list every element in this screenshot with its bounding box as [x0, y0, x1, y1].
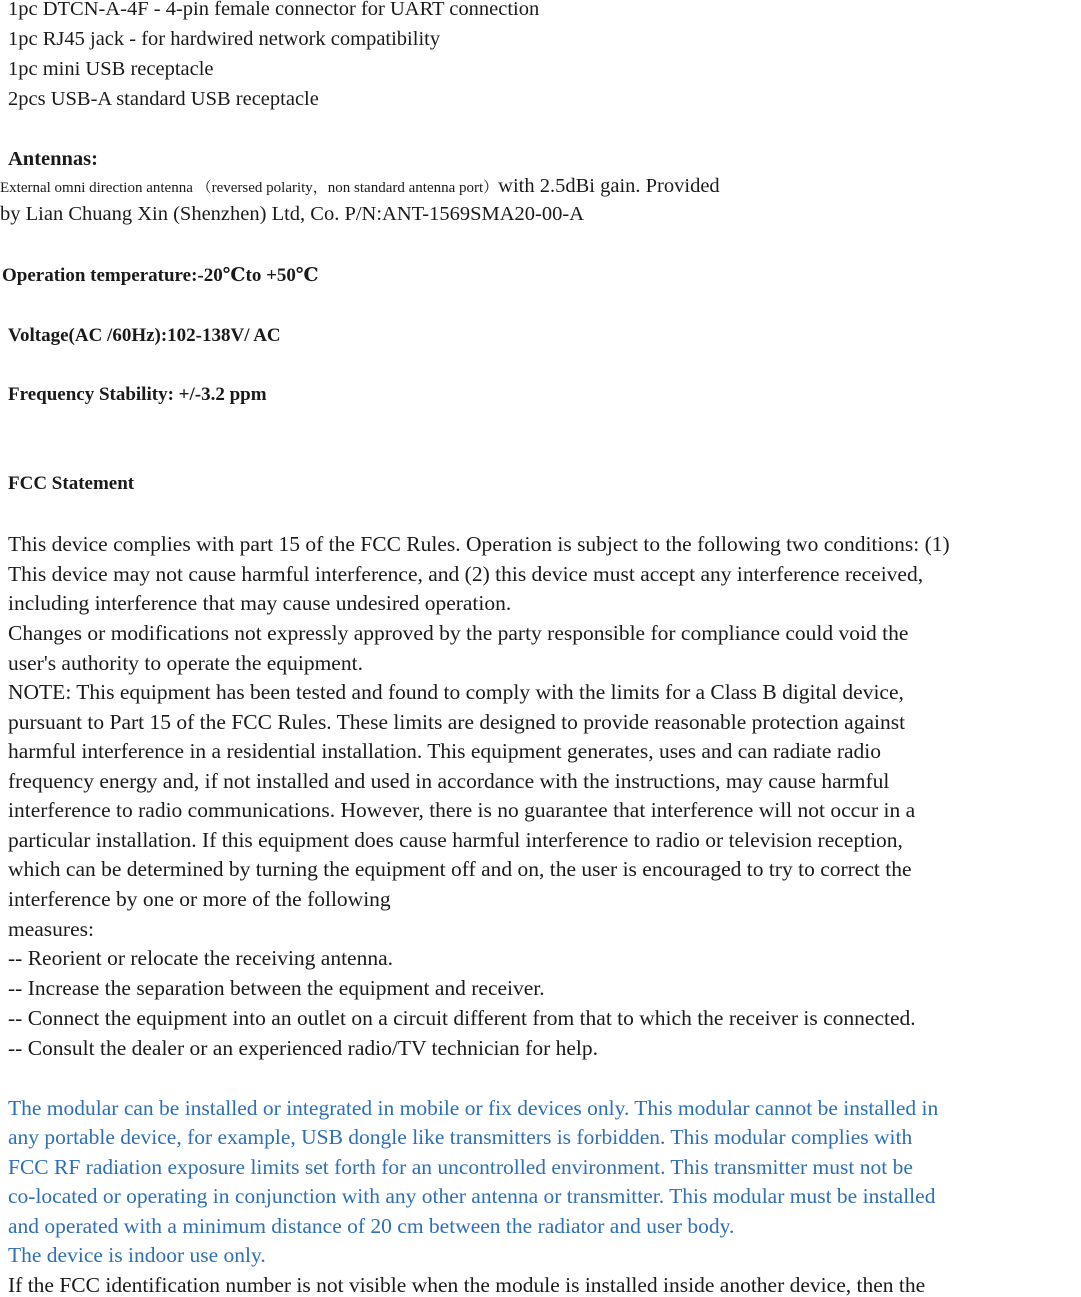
fcc-line: measures: — [8, 917, 94, 941]
fcc-line: This device complies with part 15 of the FCC Rules. Operation is subject to the following two conditions: (1) — [8, 532, 950, 556]
fcc-line: harmful interference in a residential installation. This equipment generates, uses and can radiate radio — [8, 739, 882, 763]
fcc-measure-item: -- Increase the separation between the equipment and receiver. — [8, 976, 545, 1000]
modular-line: FCC RF radiation exposure limits set forth for an uncontrolled environment. This transmitter must not be — [8, 1155, 913, 1179]
fcc-measure-item: -- Consult the dealer or an experienced radio/TV technician for help. — [8, 1036, 599, 1060]
fcc-line: This device may not cause harmful interference, and (2) this device must accept any interference received, — [8, 562, 924, 586]
fcc-line: which can be determined by turning the equipment off and on, the user is encouraged to try to correct the — [8, 857, 912, 881]
interface-item-uart: 1pc DTCN-A-4F - 4-pin female connector for UART connection — [8, 0, 540, 20]
modular-line: and operated with a minimum distance of 20 cm between the radiator and user body. — [8, 1214, 735, 1238]
fcc-line: frequency energy and, if not installed and used in accordance with the instructions, may cause harmful — [8, 769, 890, 793]
fcc-id-notice: If the FCC identification number is not visible when the module is installed inside another device, then the — [8, 1273, 926, 1297]
fcc-measure-item: -- Reorient or relocate the receiving antenna. — [8, 946, 394, 970]
fcc-line: user's authority to operate the equipment. — [8, 651, 363, 675]
fcc-line: including interference that may cause undesired operation. — [8, 591, 512, 615]
antennas-description-small: External omni direction antenna （reversed polarity，non standard antenna port） — [0, 180, 499, 196]
modular-line: any portable device, for example, USB dongle like transmitters is forbidden. This modular complies with — [8, 1125, 913, 1149]
fcc-line: NOTE: This equipment has been tested and found to comply with the limits for a Class B digital device, — [8, 680, 904, 704]
modular-line: The modular can be installed or integrated in mobile or fix devices only. This modular cannot be installed in — [8, 1096, 939, 1120]
fcc-line: interference to radio communications. However, there is no guarantee that interference will not occur in a — [8, 798, 916, 822]
fcc-line: interference by one or more of the following — [8, 887, 391, 911]
fcc-line: particular installation. If this equipment does cause harmful interference to radio or television reception, — [8, 828, 903, 852]
interface-item-mini-usb: 1pc mini USB receptacle — [8, 58, 214, 80]
frequency-stability-spec: Frequency Stability: +/-3.2 ppm — [8, 384, 267, 405]
indoor-use-notice: The device is indoor use only. — [8, 1243, 266, 1267]
fcc-line: pursuant to Part 15 of the FCC Rules. These limits are designed to provide reasonable protection against — [8, 710, 906, 734]
interface-item-usb-a: 2pcs USB-A standard USB receptacle — [8, 88, 319, 110]
fcc-measure-item: -- Connect the equipment into an outlet on a circuit different from that to which the receiver is connected. — [8, 1006, 916, 1030]
fcc-line: Changes or modifications not expressly approved by the party responsible for compliance could void the — [8, 621, 909, 645]
operation-temperature: Operation temperature:-20℃to +50℃ — [2, 265, 319, 286]
antennas-description-gain: with 2.5dBi gain. Provided — [498, 175, 720, 197]
antennas-heading: Antennas: — [8, 148, 98, 170]
modular-line: co-located or operating in conjunction with any other antenna or transmitter. This modular must be installed — [8, 1184, 936, 1208]
antennas-description-line1 — [0, 174, 720, 200]
voltage-spec: Voltage(AC /60Hz):102-138V/ AC — [8, 325, 281, 346]
fcc-statement-heading: FCC Statement — [8, 473, 135, 494]
interface-item-rj45: 1pc RJ45 jack - for hardwired network compatibility — [8, 28, 441, 50]
antennas-description-line2: by Lian Chuang Xin (Shenzhen) Ltd, Co. P/N:ANT-1569SMA20-00-A — [0, 203, 585, 225]
